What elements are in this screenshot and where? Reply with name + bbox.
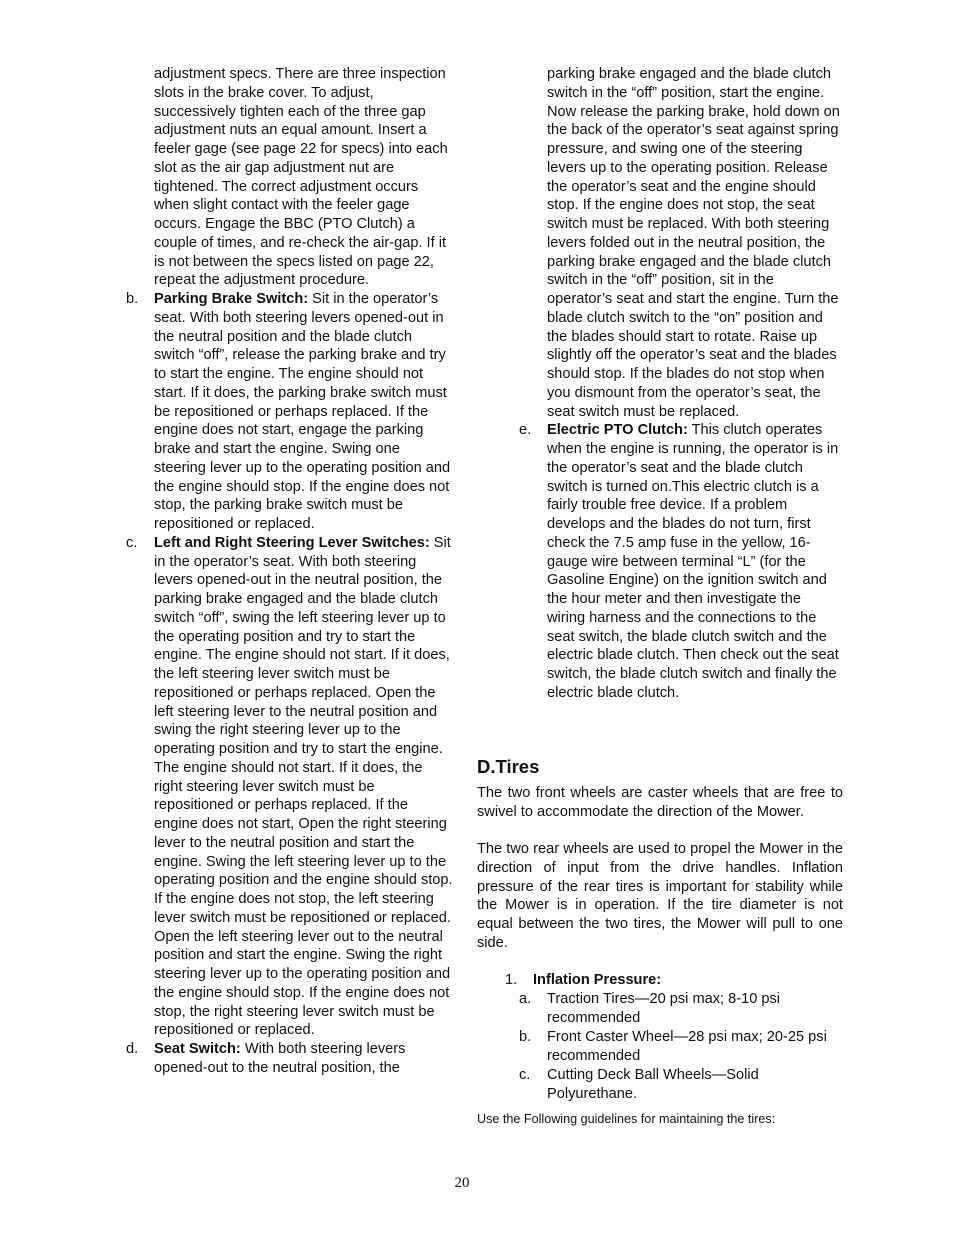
item-text: Sit in the operator’s seat. With both steering levers opened-out in the neutral position and the blade clutch switch “off”, release the parking brake and try to start the engine. The engine should not start. If it does, the parking brake switch must be repositioned or perhaps replaced. If the engine does not start, engage the parking brake and start the engine. Swing one steering lever up to the operating position and the engine should stop. If the engine does not stop, the parking brake switch must be repositioned or replaced.: [154, 291, 451, 532]
item-text: Cutting Deck Ball Wheels—Solid Polyurethane.: [547, 1067, 759, 1102]
item-text: Traction Tires—20 psi max; 8-10 psi recommended: [547, 991, 781, 1026]
page-number: 20: [454, 1175, 470, 1191]
list-item-electric-pto-clutch: [519, 421, 843, 702]
list-marker: a.: [519, 991, 532, 1007]
inflation-item-traction-tires: [519, 990, 843, 1028]
list-marker: e.: [519, 422, 532, 439]
list-marker: b.: [519, 1029, 532, 1045]
right-column: [519, 65, 843, 703]
inflation-title: Inflation Pressure:: [533, 972, 662, 988]
item-text: This clutch operates when the engine is running, the operator is in the operator’s seat and the blade clutch switch is turned on.This electric clutch is a fairly trouble free device. If a problem develops and the blades do not turn, first check the 7.5 amp fuse in the yellow, 16-gauge wire between terminal “L” (for the Gasoline Engine) on the ignition switch and the hour meter and then investigate the wiring harness and the connections to the seat switch, the blade clutch switch and the electric blade clutch. Then check out the seat switch, the blade clutch switch and finally the electric blade clutch.: [547, 422, 839, 701]
brake-adjustment-text: adjustment specs. There are three inspection slots in the brake cover. To adjust, successively tighten each of the three gap adjustment nuts an equal amount. Insert a feeler gage (see page 22 for specs) into each slot as the air gap adjustment nut are tightened. The correct adjustment occurs when slight contact with the feeler gage occurs. Engage the BBC (PTO Clutch) a couple of times, and re-check the air-gap. If it is not between the specs listed on page 22, repeat the adjustment procedure.: [154, 66, 448, 289]
inflation-pressure-heading: [505, 971, 661, 990]
section-heading-tires: D.Tires: [477, 756, 540, 777]
list-marker: c.: [126, 534, 138, 551]
inflation-item-front-caster: [519, 1028, 843, 1066]
front-wheels-paragraph: The two front wheels are caster wheels that are free to swivel to accommodate the direction of the Mower.: [477, 785, 843, 820]
seat-switch-continuation: parking brake engaged and the blade clutch switch in the “off” position, start the engine. Now release the parking brake, hold down on the back of the operator’s seat against spring pressure, and swing one of the steering levers up to the operating position. Release the operator’s seat and the engine should stop. If the engine does not stop, the seat switch must be replaced. With both steering levers folded out in the neutral position, the parking brake engaged and the blade clutch switch in the “off” position, sit in the operator’s seat and start the engine. Turn the blade clutch switch to the “on” position and the blades should start to rotate. Raise up slightly off the operator’s seat and the blades should stop. If the blades do not stop when you dismount from the operator’s seat, the seat switch must be replaced.: [547, 66, 840, 420]
inflation-item-deck-ball-wheels: [519, 1066, 843, 1104]
rear-wheels-paragraph: The two rear wheels are used to propel the Mower in the direction of input from the drive handles. Inflation pressure of the rear tires is important for stability while the Mower is in operation. If the tire diameter is not equal between the two tires, the Mower will pull to one side.: [477, 841, 843, 951]
item-title: Electric PTO Clutch:: [547, 422, 688, 439]
item-title: Seat Switch:: [154, 1041, 241, 1057]
list-item-parking-brake-switch: [126, 290, 454, 534]
item-text: Front Caster Wheel—28 psi max; 20-25 psi recommended: [547, 1029, 827, 1064]
list-marker: d.: [126, 1041, 139, 1057]
item-text: With both steering levers opened-out to the neutral position, the: [154, 1041, 406, 1076]
tire-guidelines-note: Use the Following guidelines for maintaining the tires:: [477, 1112, 776, 1126]
item-title: Parking Brake Switch:: [154, 291, 309, 307]
item-title: Left and Right Steering Lever Switches:: [154, 534, 430, 551]
list-marker: b.: [126, 291, 139, 307]
list-item-steering-lever-switches: [126, 534, 454, 1040]
item-text: Sit in the operator’s seat. With both steering levers opened-out in the neutral position, the parking brake engaged and the blade clutch switch “off”, swing the left steering lever up to the operating position and try to start the engine. The engine should not start. If it does, the left steering lever switch must be repositioned or perhaps replaced. Open the left steering lever to the neutral position and swing the right steering lever up to the operating position and try to start the engine. The engine should not start. If it does, the right steering lever switch must be repositioned or perhaps replaced. If the engine does not start, Open the right steering lever to the neutral position and start the engine. Swing the left steering lever up to the operating position and the engine should stop. If the engine does not stop, the left steering lever switch must be repositioned or replaced. Open the left steering lever out to the neutral position and start the engine. Swing the right steering lever up to the operating position and the engine should stop. If the engine does not stop, the right steering lever switch must be repositioned or replaced.: [154, 534, 453, 1039]
list-number: 1.: [505, 972, 518, 988]
left-column: [126, 65, 454, 1078]
list-item-seat-switch: [126, 1040, 454, 1078]
list-marker: c.: [519, 1067, 531, 1083]
